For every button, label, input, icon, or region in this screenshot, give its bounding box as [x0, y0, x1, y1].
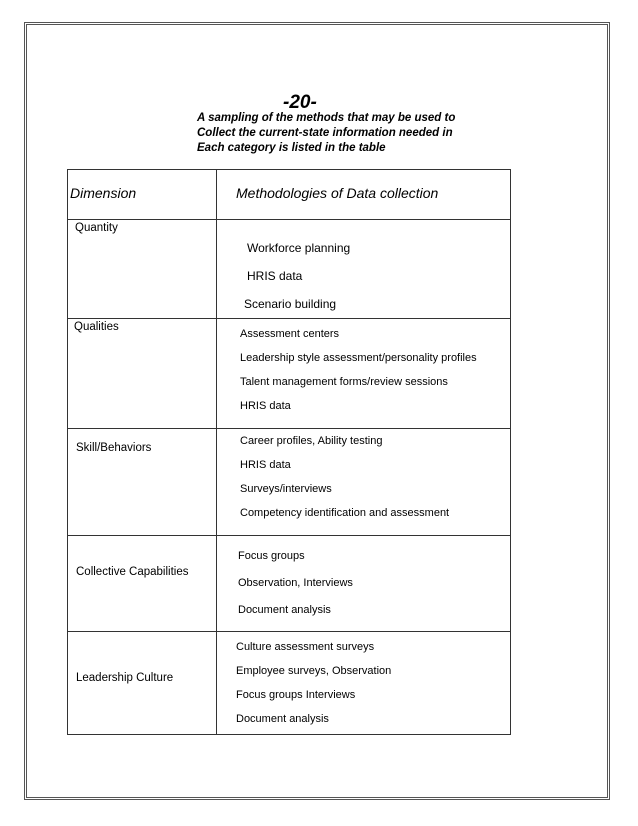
methods-cell [217, 429, 511, 536]
dimension-label: Skill/Behaviors [76, 442, 152, 454]
dimension-cell [68, 220, 217, 319]
table-row [68, 632, 511, 735]
method-item: Workforce planning [247, 241, 351, 255]
dimension-cell [68, 536, 217, 632]
caption-line: A sampling of the methods that may be used to [197, 112, 456, 124]
dimension-label: Leadership Culture [76, 672, 174, 684]
method-item: Talent management forms/review sessions [240, 376, 448, 388]
dimension-label: Collective Capabilities [76, 566, 189, 578]
table-row [68, 220, 511, 319]
method-item: Focus groups [238, 550, 305, 562]
methods-cell [217, 632, 511, 735]
method-item: Career profiles, Ability testing [240, 435, 383, 447]
dimension-label: Qualities [74, 321, 119, 333]
table-row [68, 319, 511, 429]
page-number: -20- [283, 92, 317, 113]
method-item: Document analysis [238, 604, 331, 616]
method-item: Surveys/interviews [240, 483, 332, 495]
table-row [68, 429, 511, 536]
methods-cell [217, 220, 511, 319]
caption-line: Each category is listed in the table [197, 142, 386, 154]
methods-cell [217, 319, 511, 429]
dimension-cell [68, 632, 217, 735]
method-item: HRIS data [247, 269, 303, 283]
method-item: Assessment centers [240, 328, 340, 340]
caption-line: Collect the current-state information needed in [197, 127, 453, 139]
method-item: HRIS data [240, 400, 291, 412]
dimension-label: Quantity [75, 222, 118, 234]
header-cell-methods [217, 170, 511, 220]
method-item: HRIS data [240, 459, 291, 471]
method-item: Leadership style assessment/personality profiles [240, 352, 477, 364]
header-methods: Methodologies of Data collection [236, 185, 439, 201]
method-item: Focus groups Interviews [236, 689, 356, 701]
method-item: Employee surveys, Observation [236, 665, 392, 677]
header-cell-dimension [68, 170, 217, 220]
method-item: Scenario building [244, 297, 337, 311]
dimension-cell [68, 429, 217, 536]
table-caption [197, 111, 455, 156]
dimension-cell [68, 319, 217, 429]
method-item: Observation, Interviews [238, 577, 353, 589]
methods-table [67, 169, 511, 735]
table-row [68, 536, 511, 632]
method-item: Culture assessment surveys [236, 641, 375, 653]
header-dimension: Dimension [70, 185, 137, 201]
method-item: Competency identification and assessment [240, 507, 450, 519]
methods-cell [217, 536, 511, 632]
table-header-row [68, 170, 511, 220]
method-item: Document analysis [236, 713, 329, 725]
